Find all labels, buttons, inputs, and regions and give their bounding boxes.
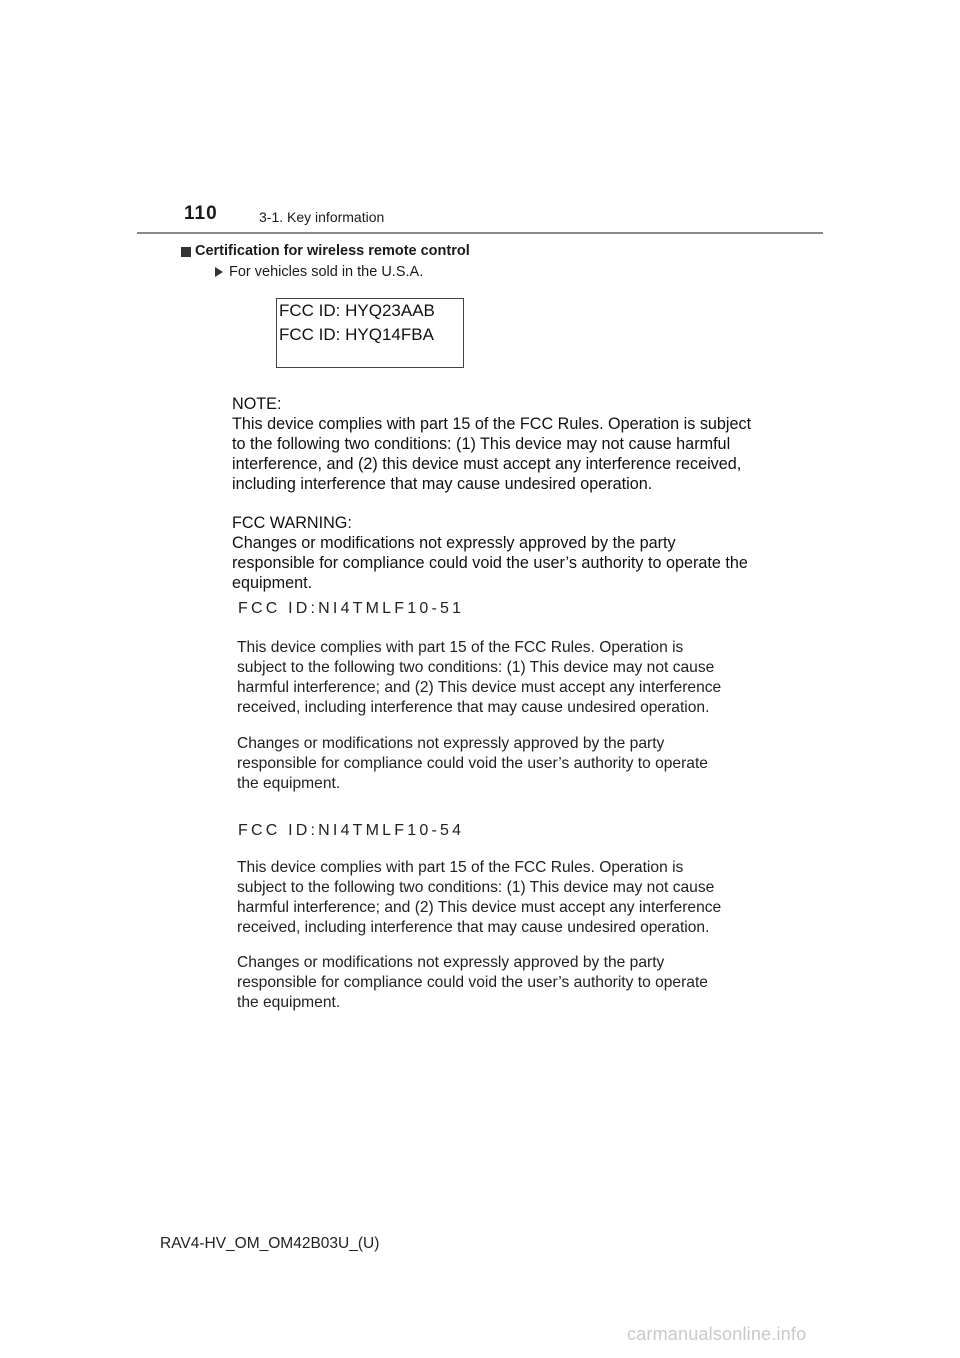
- page-header: [0, 0, 960, 240]
- fcc-id-line: FCC ID: HYQ23AAB: [279, 301, 435, 320]
- square-bullet-icon: [181, 247, 191, 257]
- compliance-paragraph: [237, 638, 737, 718]
- section-title: 3-1. Key information: [259, 209, 385, 225]
- site-watermark: carmanualsonline.info: [627, 1324, 807, 1344]
- section-heading: [181, 243, 470, 259]
- compliance-line: This device complies with part 15 of the FCC Rules. Operation is: [237, 639, 684, 656]
- document-code: RAV4-HV_OM_OM42B03U_(U): [160, 1235, 380, 1252]
- note-line: interference, and (2) this device must accept any interference received,: [232, 455, 742, 473]
- note-line: including interference that may cause undesired operation.: [232, 475, 653, 493]
- compliance-line: harmful interference; and (2) This device must accept any interference: [237, 899, 722, 916]
- compliance-line: received, including interference that may cause undesired operation.: [237, 919, 710, 936]
- changes-line: Changes or modifications not expressly approved by the party: [237, 954, 665, 971]
- region-bullet: [215, 264, 423, 280]
- transmitter-fcc-id: FCC ID:NI4TMLF10-54: [238, 822, 465, 839]
- region-bullet-text: For vehicles sold in the U.S.A.: [229, 264, 424, 280]
- changes-line: Changes or modifications not expressly approved by the party: [237, 735, 665, 752]
- changes-line: responsible for compliance could void the user’s authority to operate: [237, 974, 708, 991]
- warning-title: FCC WARNING:: [232, 514, 352, 532]
- changes-line: responsible for compliance could void the user’s authority to operate: [237, 755, 708, 772]
- compliance-line: received, including interference that may cause undesired operation.: [237, 699, 710, 716]
- note-block: [232, 394, 752, 494]
- compliance-line: This device complies with part 15 of the FCC Rules. Operation is: [237, 859, 684, 876]
- warning-line: equipment.: [232, 574, 313, 592]
- changes-line: the equipment.: [237, 775, 341, 792]
- compliance-line: subject to the following two conditions: (1) This device may not cause: [237, 879, 715, 896]
- compliance-line: harmful interference; and (2) This device must accept any interference: [237, 679, 722, 696]
- triangle-bullet-icon: [215, 267, 223, 277]
- fcc-warning-block: [232, 513, 752, 593]
- changes-paragraph: [237, 953, 737, 1013]
- warning-line: Changes or modifications not expressly approved by the party: [232, 534, 676, 552]
- transmitter-fcc-id: FCC ID:NI4TMLF10-51: [238, 600, 465, 617]
- note-line: to the following two conditions: (1) This device may not cause harmful: [232, 435, 731, 453]
- header-divider: [137, 232, 823, 234]
- compliance-paragraph: [237, 858, 737, 938]
- changes-paragraph: [237, 734, 737, 794]
- page-number: 110: [184, 203, 218, 224]
- warning-line: responsible for compliance could void the user’s authority to operate the: [232, 554, 748, 572]
- note-line: This device complies with part 15 of the FCC Rules. Operation is subject: [232, 415, 752, 433]
- note-title: NOTE:: [232, 395, 282, 413]
- fcc-id-line: FCC ID: HYQ14FBA: [279, 325, 434, 344]
- changes-line: the equipment.: [237, 994, 341, 1011]
- section-heading-text: Certification for wireless remote control: [195, 243, 470, 259]
- compliance-line: subject to the following two conditions: (1) This device may not cause: [237, 659, 715, 676]
